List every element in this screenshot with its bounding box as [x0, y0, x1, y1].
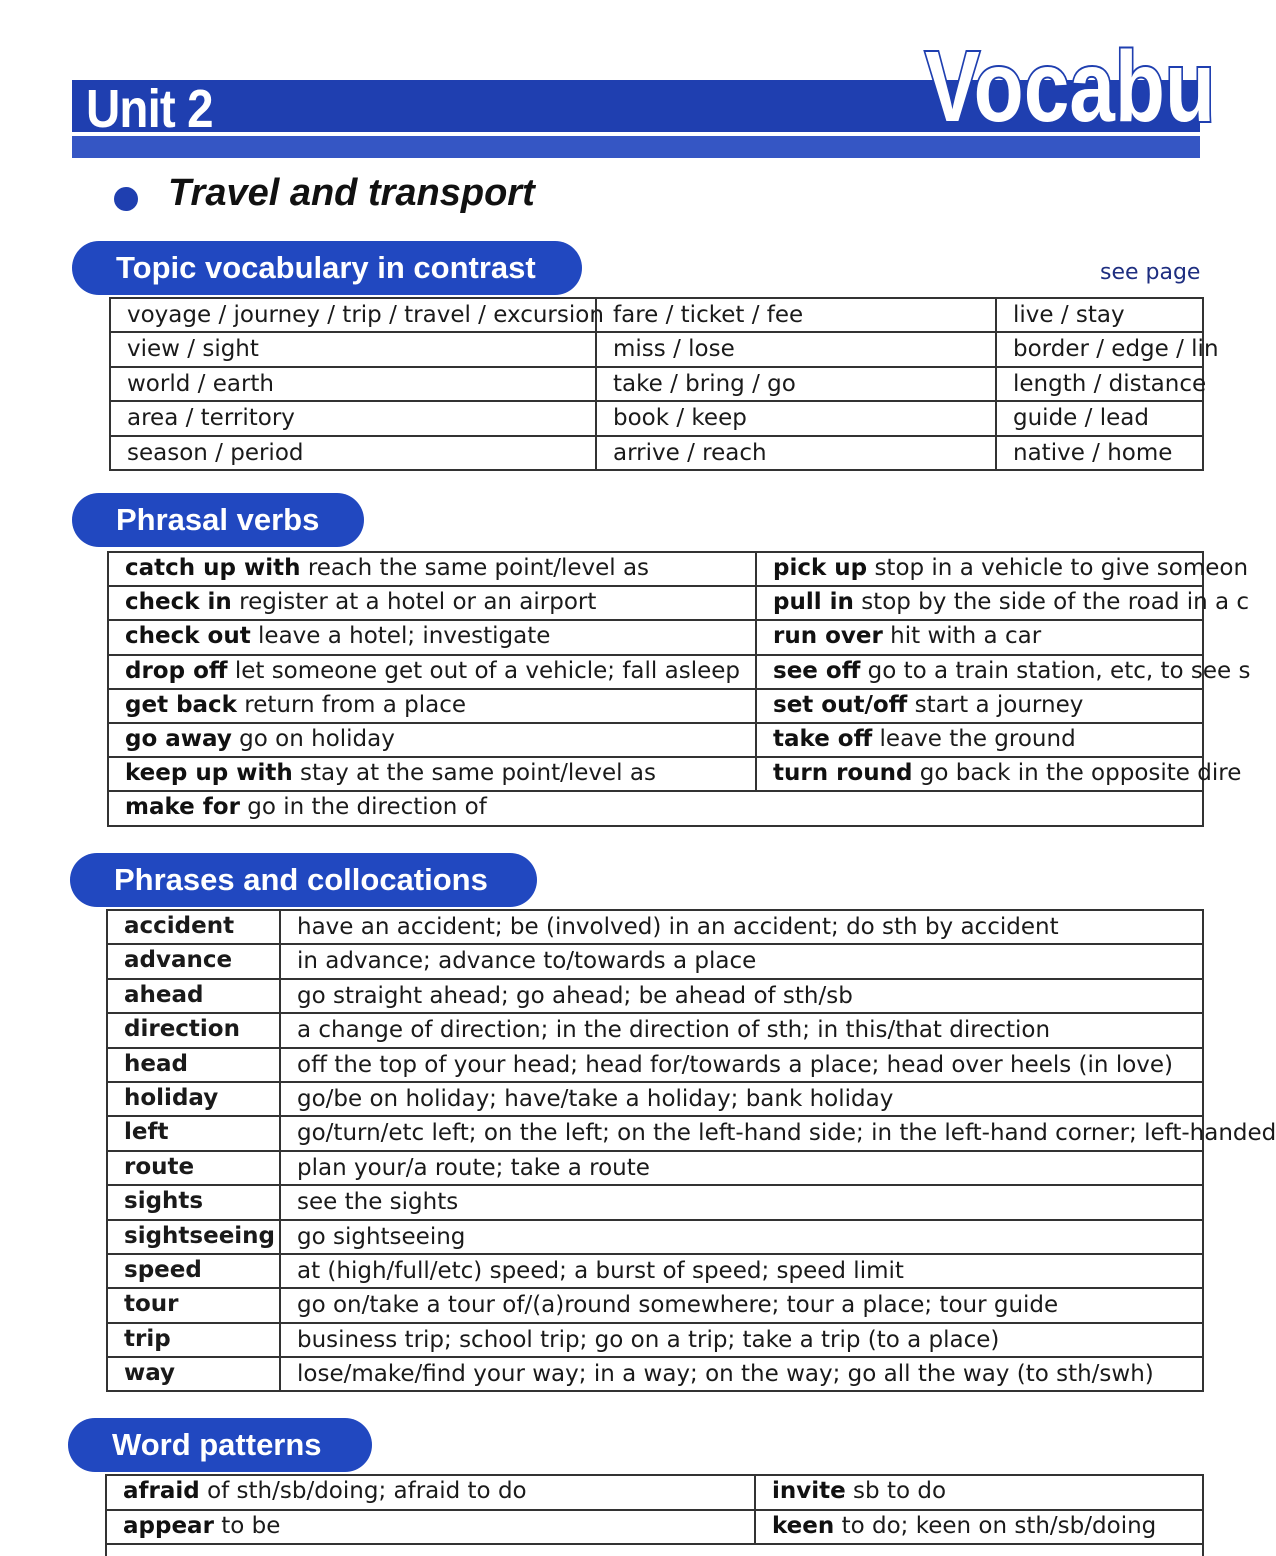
collocations-cell: a change of direction; in the direction of sth; in this/that direction	[279, 1014, 1202, 1046]
entry-term: drop off	[125, 657, 228, 684]
headword-cell: sightseeing	[124, 1222, 276, 1249]
collocations-cell: lose/make/find your way; in a way; on the way; go all the way (to sth/swh)	[279, 1358, 1202, 1390]
phrasal-verbs-heading: Phrasal verbs	[72, 493, 364, 547]
entry-term: check in	[125, 589, 232, 616]
headword-cell: direction	[124, 1016, 240, 1043]
table-row	[108, 1358, 1202, 1392]
table-row	[108, 945, 1202, 979]
table-row	[108, 1289, 1202, 1323]
entry-term: go away	[125, 725, 232, 752]
entry-cell	[109, 758, 755, 790]
topic-vocab-heading: Topic vocabulary in contrast	[72, 241, 582, 295]
headword-cell: route	[124, 1153, 195, 1180]
section-title: Vocabu	[925, 31, 1216, 143]
entry-definition: of sth/sb/doing; afraid to do	[207, 1478, 527, 1504]
entry-definition: to be	[221, 1512, 281, 1539]
entry-term: catch up with	[125, 555, 301, 581]
entry-term: keen	[772, 1512, 835, 1539]
table-row	[107, 1476, 1202, 1511]
entry-cell	[109, 690, 755, 722]
headword-cell: ahead	[124, 981, 204, 1008]
collocations-cell: go straight ahead; go ahead; be ahead of sth/sb	[279, 980, 1202, 1012]
headword-cell: tour	[124, 1291, 179, 1318]
entry-cell	[755, 587, 1250, 619]
entry-definition: stop by the side of the road in a c	[861, 589, 1250, 616]
entry-cell	[109, 587, 755, 619]
entry-cell	[754, 1476, 1202, 1509]
table-row	[108, 911, 1202, 945]
table-row	[107, 1511, 1202, 1546]
entry-definition: leave a hotel; investigate	[258, 623, 551, 650]
table-row	[108, 1152, 1202, 1186]
entry-term: get back	[125, 691, 237, 718]
entry-cell	[755, 656, 1251, 688]
entry-definition: reach the same point/level as	[307, 555, 650, 581]
entry-definition: start a journey	[914, 691, 1084, 718]
entry-definition: go to a train station, etc, to see s	[867, 657, 1251, 684]
word-patterns-table	[105, 1474, 1204, 1556]
headword-cell: head	[124, 1050, 188, 1077]
table-row	[108, 1221, 1202, 1255]
entry-term: turn round	[773, 760, 913, 787]
entry-cell	[755, 724, 1202, 756]
table-row	[108, 1324, 1202, 1358]
table-row	[108, 1255, 1202, 1289]
entry-cell	[109, 553, 755, 585]
vocab-cell: area / territory	[127, 405, 295, 432]
headword-cell: sights	[124, 1188, 204, 1215]
table-row	[108, 1117, 1276, 1151]
entry-cell	[754, 1511, 1202, 1544]
entry-definition: go on holiday	[239, 725, 395, 752]
table-row	[109, 587, 1250, 621]
see-page-reference: see page	[1100, 260, 1201, 285]
entry-cell	[755, 758, 1242, 790]
vocab-cell: book / keep	[595, 402, 995, 434]
collocations-cell: go sightseeing	[279, 1221, 1202, 1253]
headword-cell: trip	[124, 1325, 171, 1352]
entry-term: invite	[772, 1478, 846, 1504]
table-row	[111, 333, 1219, 367]
collocations-cell: go/turn/etc left; on the left; on the left-hand side; in the left-hand corner; left-handed	[279, 1117, 1202, 1149]
entry-cell	[755, 690, 1202, 722]
collocations-cell: have an accident; be (involved) in an accident; do sth by accident	[279, 911, 1202, 943]
collocations-cell: plan your/a route; take a route	[279, 1152, 1202, 1184]
table-row	[111, 402, 1202, 436]
collocations-cell: business trip; school trip; go on a trip; take a trip (to a place)	[279, 1324, 1202, 1356]
table-row	[108, 980, 1202, 1014]
vocab-cell: guide / lead	[995, 402, 1202, 434]
headword-cell: way	[124, 1360, 176, 1387]
table-row	[109, 792, 1202, 826]
table-row	[108, 1014, 1202, 1048]
entry-cell	[109, 792, 755, 824]
entry-term: keep up with	[125, 760, 293, 787]
table-row	[109, 758, 1242, 792]
entry-term: see off	[773, 657, 861, 684]
entry-definition: go back in the opposite dire	[919, 760, 1242, 787]
entry-cell	[109, 724, 755, 756]
vocab-cell: view / sight	[127, 336, 259, 363]
entry-definition: stop in a vehicle to give someon	[874, 555, 1249, 581]
collocations-cell: go/be on holiday; have/take a holiday; bank holiday	[279, 1083, 1202, 1115]
entry-term: pick up	[773, 555, 868, 581]
collocations-cell: go on/take a tour of/(a)round somewhere; tour a place; tour guide	[279, 1289, 1202, 1321]
entry-definition: go in the direction of	[247, 794, 487, 821]
entry-cell	[107, 1476, 754, 1509]
entry-term: run over	[773, 623, 883, 650]
vocab-cell: world / earth	[127, 370, 274, 397]
vocab-cell: border / edge / lin	[995, 333, 1202, 365]
entry-term: take off	[773, 725, 873, 752]
headword-cell: speed	[124, 1256, 202, 1283]
vocab-cell: arrive / reach	[595, 437, 995, 469]
vocab-cell: voyage / journey / trip / travel / excursion	[127, 302, 604, 328]
entry-cell	[755, 553, 1249, 585]
entry-definition: leave the ground	[879, 725, 1076, 752]
entry-term: afraid	[123, 1478, 200, 1504]
entry-term: pull in	[773, 589, 854, 616]
word-patterns-heading: Word patterns	[68, 1418, 372, 1472]
entry-definition: stay at the same point/level as	[300, 760, 656, 787]
entry-term: set out/off	[773, 691, 908, 718]
entry-definition: let someone get out of a vehicle; fall asleep	[234, 657, 740, 684]
table-row	[111, 368, 1207, 402]
table-row	[109, 656, 1251, 690]
table-row	[109, 621, 1202, 655]
entry-term: make for	[125, 794, 240, 821]
vocab-cell: fare / ticket / fee	[595, 299, 995, 331]
entry-definition: to do; keen on sth/sb/doing	[841, 1512, 1157, 1539]
table-row	[108, 1083, 1202, 1117]
vocab-cell: miss / lose	[595, 333, 995, 365]
vocab-cell: season / period	[127, 439, 304, 466]
headword-cell: accident	[124, 913, 235, 939]
table-row	[109, 690, 1202, 724]
collocations-cell: in advance; advance to/towards a place	[279, 945, 1202, 977]
entry-definition: return from a place	[244, 691, 467, 718]
collocations-cell: see the sights	[279, 1186, 1202, 1218]
entry-term: appear	[123, 1512, 214, 1539]
table-row	[109, 724, 1202, 758]
phrasal-verbs-table	[107, 551, 1251, 827]
phrases-table	[106, 909, 1276, 1392]
bullet-icon	[114, 187, 138, 211]
phrases-heading: Phrases and collocations	[70, 853, 537, 907]
vocab-cell: length / distance	[995, 368, 1202, 400]
entry-definition: hit with a car	[890, 623, 1042, 650]
topic-vocab-table	[109, 297, 1219, 471]
collocations-cell: at (high/full/etc) speed; a burst of speed; speed limit	[279, 1255, 1202, 1287]
headword-cell: left	[124, 1119, 169, 1146]
unit-title: Unit 2	[86, 79, 213, 139]
entry-cell	[109, 621, 755, 653]
headword-cell: advance	[124, 947, 233, 974]
entry-term: check out	[125, 623, 251, 650]
table-row	[108, 1186, 1202, 1220]
vocab-cell: take / bring / go	[595, 368, 995, 400]
headword-cell: holiday	[124, 1084, 219, 1111]
collocations-cell: off the top of your head; head for/towards a place; head over heels (in love)	[279, 1049, 1202, 1081]
table-row	[111, 437, 1202, 471]
table-row	[109, 553, 1249, 587]
table-row	[108, 1049, 1202, 1083]
topic-title: Travel and transport	[168, 172, 535, 214]
vocab-cell: live / stay	[995, 299, 1202, 331]
vocab-cell: native / home	[995, 437, 1202, 469]
entry-cell	[109, 656, 755, 688]
entry-cell	[755, 621, 1202, 653]
entry-definition: register at a hotel or an airport	[239, 589, 597, 616]
entry-cell	[107, 1511, 754, 1544]
table-row	[111, 299, 1202, 333]
entry-definition: sb to do	[853, 1478, 947, 1504]
